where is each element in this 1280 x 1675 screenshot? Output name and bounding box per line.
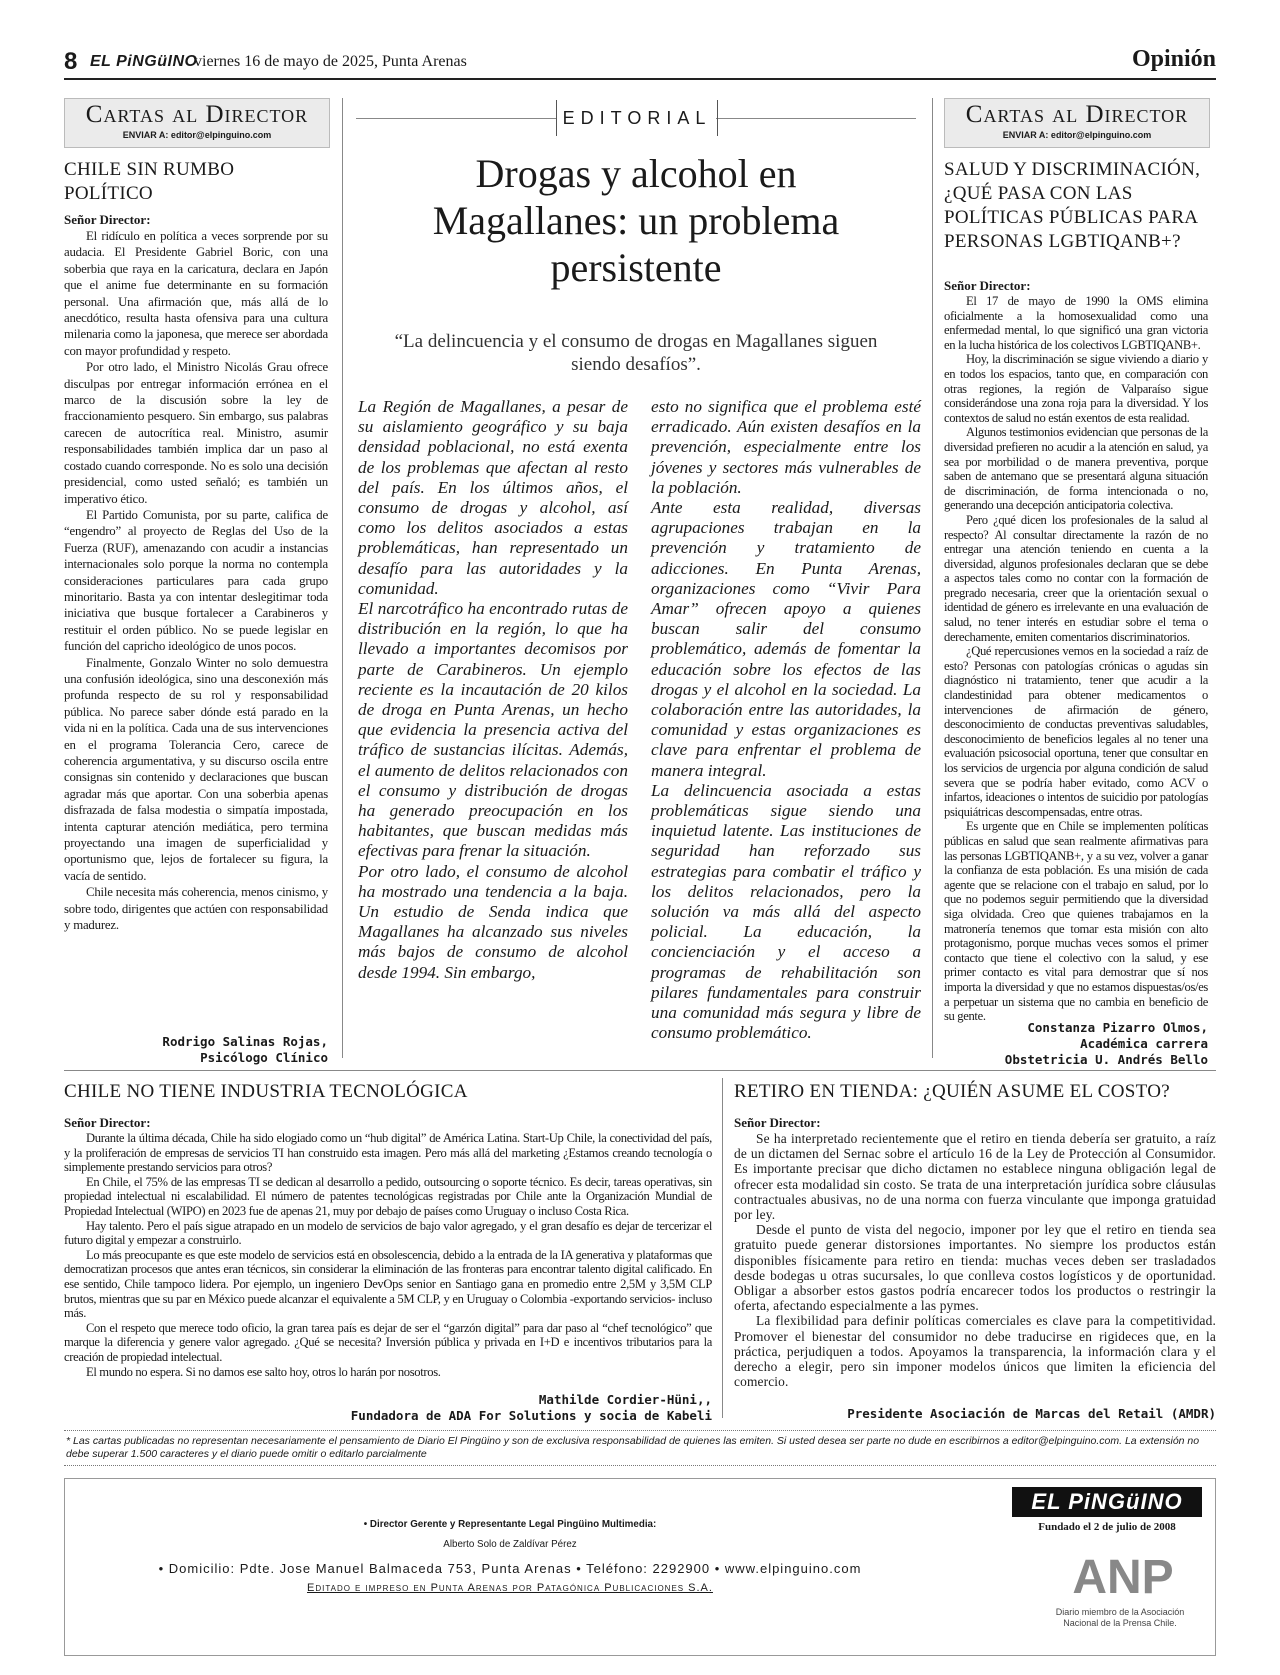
section-divider [64, 1070, 1216, 1071]
bottom-left-letter-body [64, 1131, 712, 1379]
column-divider [722, 1078, 723, 1418]
signature-line: Constanza Pizarro Olmos, [1027, 1020, 1208, 1035]
paragraph: La flexibilidad para definir políticas comerciales es clave para la competitividad. Promover el bienestar del consumidor no debe traducirse en rigideces que, en la práctica, perjudiquen a todos. Apoyamos la transparencia, la información clara y el derecho a elegir, pero sin imponer modelos únicos que limiten la eficiencia del comercio. [734, 1313, 1216, 1390]
anp-logo-icon [1073, 1537, 1173, 1603]
signature-line: Mathilde Cordier-Hüni,, [538, 1392, 712, 1407]
disclaimer: * Las cartas publicadas no representan necesariamente el pensamiento de Diario El Pingüino y son de exclusiva responsabilidad de quienes las emiten. Si usted desea ser parte no dude en escribirnos a editor@elpinguino.com. La extensión no debe superar 1.500 caracteres y el diario puede omitir o editarlo parcialmente [64, 1430, 1216, 1466]
masthead-logo: EL PiNGüINO [90, 53, 198, 70]
paragraph: El mundo no espera. Si no damos ese salto hoy, otros lo harán por nosotros. [86, 1364, 441, 1379]
footer-logo: EL PiNGüINO [1012, 1487, 1202, 1517]
bottom-right-letter-body [734, 1131, 1216, 1389]
signature-line: Rodrigo Salinas Rojas, [162, 1034, 328, 1049]
paragraph: Finalmente, Gonzalo Winter no solo demuestra una confusión ideológica, sino una desconexión más profunda respecto de su rol y responsabilidad pública. No parece saber dónde está parado en la vida ni en la política. Cada una de sus intervenciones en el programa Tolerancia Cero, carece de coherencia argumentativa, y su discurso oscila entre consignas sin contenido y declaraciones que buscan agradar más que aportar. Con una soberbia apenas disfrazada de falsa modestia o simpatía impostada, intenta capturar atención mediática, pero termina proyectando una imagen de superficialidad y oportunismo que, lejos de fortalecer su figura, la vacía de sentido. [64, 655, 328, 883]
paragraph: La delincuencia asociada a estas problemáticas sigue siendo una inquietud latente. Las instituciones de seguridad han reforzado sus estrategias para combatir el tráfico y los delitos relacionados, pero la solución va más allá del aspecto policial. La educación, la concienciación y el acceso a programas de rehabilitación son pilares fundamentales para construir una comunidad más segura y libre de consumo problemático. [651, 780, 921, 1043]
paragraph: La Región de Magallanes, a pesar de su aislamiento geográfico y su baja densidad poblacional, no está exenta de los problemas que afectan al resto del país. En los últimos años, el consumo de drogas y alcohol, así como los delitos asociados a estas problemáticas, han representado un desafío para las autoridades y la comunidad. [358, 397, 628, 598]
editorial-column-1 [358, 397, 628, 983]
footer-box [64, 1478, 1216, 1656]
signature-line: Psicólogo Clínico [200, 1050, 328, 1065]
anp-logo [1073, 1537, 1173, 1603]
paragraph: Hoy, la discriminación se sigue viviendo a diario y en todos los espacios, tanto que, en comparación con otras regiones, la región de Valparaíso sigue considerándose una zona roja para la diversidad. Y los contextos de salud no están exentos de esta realidad. [944, 352, 1208, 425]
paragraph: Con el respeto que merece todo oficio, la gran tarea país es dejar de ser el “garzón digital” para dar paso al “chef tecnológico” que marque la diferencia y genere valor agregado. ¿Qué se necesita? Inversión pública y privada en I+D e incentivos tributarios para la creación de propiedad intelectual. [64, 1320, 712, 1364]
editorial-pullquote: “La delincuencia y el consumo de drogas en Magallanes siguen siendo desafíos”. [394, 331, 878, 375]
cartas-box-email: ENVIAR A: editor@elpinguino.com [122, 130, 272, 140]
anp-logo-text: ANP [1073, 1551, 1173, 1603]
paragraph: En Chile, el 75% de las empresas TI se dedican al desarrollo a pedido, outsourcing o soporte técnico. Es decir, tareas operativas, sin propiedad intelectual ni escalabilidad. El número de patentes tecnológicas registradas por Chile ante la Organización Mundial de Propiedad Intelectual (WIPO) en 2023 fue de apenas 21, muy por debajo de países como Uruguay o incluso Costa Rica. [64, 1174, 712, 1218]
signature-line: Fundadora de ADA For Solutions y socia de Kabeli [350, 1408, 712, 1423]
anp-caption: Diario miembro de la Asociación Nacional de la Prensa Chile. [1055, 1607, 1185, 1628]
editorial-title: Drogas y alcohol en Magallanes: un problema persistente [432, 151, 840, 290]
paragraph: Pero ¿qué dicen los profesionales de la salud al respecto? Al consultar directamente la razón de no entregar una atención teniendo en cuenta a la diversidad, algunos profesionales declaran que se debe a aspectos tales como no contar con la formación de pregrado necesaria, creer que la orientación sexual o identidad de género es irrelevante en una evaluación de salud, no tener interés en estudiar sobre el tema o derechamente, emiten comentarios discriminatorios. [944, 512, 1208, 644]
bottom-left-letter-signature [64, 1392, 712, 1424]
left-letter-title: CHILE SIN RUMBO POLÍTICO [64, 159, 235, 204]
editorial-label: EDITORIAL [556, 100, 718, 136]
left-letter-salutation: Señor Director: [64, 212, 151, 227]
paragraph: Desde el punto de vista del negocio, imponer por ley que el retiro en tienda sea gratuito puede generar distorsiones importantes. No siempre los productos están disponibles físicamente para retiro en tienda: muchas veces deben ser trasladados desde bodegas u otras sucursales, lo que conlleva costos logísticos y de oportunidad. Obligar a absorber estos gastos podría encarecer todos los productos o restringir la oferta, afectando especialmente a las pymes. [734, 1222, 1216, 1314]
cartas-box-right [944, 98, 1210, 148]
right-letter-title: SALUD Y DISCRIMINACIÓN, ¿QUÉ PASA CON LAS POLÍTICAS PÚBLICAS PARA PERSONAS LGBTIQANB+? [944, 159, 1201, 252]
right-letter-salutation: Señor Director: [944, 278, 1031, 293]
footer-printed-by: Editado e impreso en Punta Arenas por Patagónica Publicaciones S.A. [307, 1582, 713, 1594]
cartas-box-title: Cartas al Director [965, 101, 1189, 128]
paragraph: Por otro lado, el Ministro Nicolás Grau ofrece disculpas por entregar información errónea en el marco de la discusión sobre la ley de fraccionamiento pesquero. Sin embargo, sus palabras carecen de autocrítica real. Ministro, asumir responsabilidades también implica dar un paso al costado cuando corresponde. No es solo una decisión presidencial, como usted señaló; es también un imperativo ético. [64, 360, 328, 506]
paragraph: Lo más preocupante es que este modelo de servicios está en obsolescencia, debido a la entrada de la IA generativa y plataformas que democratizan procesos que antes eran técnicos, sin considerar la eliminación de las fronteras para encontrar talento digital calificado. En ese sentido, Chile tampoco lidera. Por ejemplo, un ingeniero DevOps senior en Santiago gana en promedio entre 2,5M y 3,5M CLP brutos, mientras que su par en México puede alcanzar el equivalente a 5M CLP, y en Uruguay o Colombia -exportando servicios- incluso más. [64, 1247, 712, 1321]
bottom-left-letter-title: CHILE NO TIENE INDUSTRIA TECNOLÓGICA [64, 1081, 468, 1102]
right-letter-body [944, 294, 1208, 1024]
right-letter-signature [944, 1020, 1208, 1068]
paragraph: esto no significa que el problema esté erradicado. Aún existen desafíos en la prevención, especialmente entre los jóvenes y sectores más vulnerables de la población. [651, 397, 921, 497]
signature-line: Obstetricia U. Andrés Bello [1004, 1052, 1208, 1067]
cartas-box-left [64, 98, 330, 148]
editorial-rule-right [716, 118, 916, 119]
page-header [64, 48, 1216, 80]
paragraph: Algunos testimonios evidencian que personas de la diversidad prefieren no acudir a la atención en salud, ya sea por morbilidad o de manera preventiva, porque saben de antemano que se presentará alguna situación de discriminación, de forma intencionada o no, generando una decepción anticipatoria colectiva. [944, 425, 1208, 513]
signature-line: Académica carrera [1080, 1036, 1208, 1051]
paragraph: Durante la última década, Chile ha sido elogiado como un “hub digital” de América Latina. Start-Up Chile, la conectividad del país, y la proliferación de empresas de servicios TI han construido esta imagen. Pero más allá del marketing ¿Estamos creando tecnología o simplemente prestando servicios para otros? [64, 1131, 712, 1175]
footer-director-name: Alberto Solo de Zaldívar Pérez [443, 1539, 577, 1550]
paragraph: El 17 de mayo de 1990 la OMS elimina oficialmente a la homosexualidad como una enfermedad mental, lo que significó una gran victoria en la lucha histórica de los colectivos LGBTIQANB+. [944, 294, 1208, 352]
bottom-right-letter-title: RETIRO EN TIENDA: ¿QUIÉN ASUME EL COSTO? [734, 1081, 1170, 1102]
paragraph: Hay talento. Pero el país sigue atrapado en un modelo de servicios de bajo valor agregado, y el gran desafío es dejar de tercerizar el futuro digital y empezar a construirlo. [64, 1218, 712, 1248]
page-number: 8 [64, 48, 78, 75]
editorial-rule-left [356, 118, 556, 119]
left-letter-body [64, 228, 328, 933]
paragraph: Se ha interpretado recientemente que el retiro en tienda debería ser gratuito, a raíz de un dictamen del Sernac sobre el artículo 16 de la Ley de Protección al Consumidor. Es importante precisar que dicho dictamen no establece ninguna obligación legal de ofrecer esta modalidad sin costo. Se trata de una interpretación jurídica sobre cláusulas contractuales abusivas, no de una norma con fuerza vinculante que imponga gratuidad por ley. [734, 1131, 1216, 1223]
paragraph: Es urgente que en Chile se implementen políticas públicas en salud que sean realmente afirmativas para las personas LGBTIQANB+, y a su vez, volver a ganar la confianza de esta población. Es una misión de cada agente que se relacione con el trabajo en salud, por lo que no podemos seguir permitiendo que la diversidad siga olvidada. Creo que quienes trabajamos en la matronería tenemos que tomar esta misión con alto protagonismo, porque muchas veces somos el primer contacto que tiene el colectivo con la salud, y ese primer contacto es vital para demostrar que sí nos importa la diversidad y que no estamos dispuestas/os/es a perpetuar un sistema que no cambia en beneficio de su gente. [944, 819, 1208, 1024]
paragraph: Ante esta realidad, diversas agrupaciones trabajan en la prevención y tratamiento de adicciones. En Punta Arenas, organizaciones como “Vivir Para Amar” ofrecen apoyo a quienes buscan salir del consumo problemático, además de fomentar la educación sobre los efectos de las drogas y el alcohol en la sociedad. La colaboración entre las autoridades, la comunidad y estas organizaciones es clave para enfrentar el problema de manera integral. [651, 498, 921, 780]
footer-address: • Domicilio: Pdte. Jose Manuel Balmaceda 753, Punta Arenas • Teléfono: 2292900 • www.elpinguino.com [158, 1561, 862, 1576]
paragraph: El Partido Comunista, por su parte, califica de “engendro” al proyecto de Reglas del Uso de la Fuerza (RUF), amenazando con acudir a instancias internacionales solo porque la norma no contempla consideraciones particulares para cada grupo minoritario. Basta ya con intentar deslegitimar toda iniciativa que busque fortalecer a Carabineros y restituir el orden público. No se puede legislar en función del capricho ideológico de unos pocos. [64, 507, 328, 654]
cartas-box-email: ENVIAR A: editor@elpinguino.com [1002, 130, 1152, 140]
footer-founded: Fundado el 2 de julio de 2008 [1038, 1521, 1176, 1533]
paragraph: Por otro lado, el consumo de alcohol ha mostrado una tendencia a la baja. Un estudio de Senda indica que Magallanes ha alcanzado sus niveles más bajos de consumo de alcohol desde 1994. Sin embargo, [358, 861, 628, 982]
paragraph: Chile necesita más coherencia, menos cinismo, y sobre todo, dirigentes que actúen con responsabilidad y madurez. [64, 885, 328, 933]
paragraph: El narcotráfico ha encontrado rutas de distribución en la región, lo que ha llevado a importantes decomisos por parte de Carabineros. Un ejemplo reciente es la incautación de 20 kilos de droga en Punta Arenas, un hecho que evidencia la presencia activa del tráfico de sustancias ilícitas. Además, el aumento de delitos relacionados con el consumo y distribución de drogas ha generado preocupación en los habitantes, que buscan medidas más efectivas para frenar la situación. [358, 599, 628, 861]
left-letter-signature [64, 1034, 328, 1066]
section-title: Opinión [1131, 46, 1216, 72]
editorial-column-2 [651, 397, 921, 1044]
cartas-box-title: Cartas al Director [85, 101, 309, 128]
paragraph: El ridículo en política a veces sorprende por su audacia. El Presidente Gabriel Boric, con una soberbia que raya en la caricatura, declara en Japón que el anime fue determinante en su formación personal. Una afirmación que, más allá de lo anecdótico, resulta hasta ofensiva para una cultura milenaria como la japonesa, que merece ser abordada con mayor profundidad y respeto. [64, 229, 328, 358]
footer-director-label: • Director Gerente y Representante Legal Pingüino Multimedia: [363, 1519, 657, 1530]
paragraph: ¿Qué repercusiones vemos en la sociedad a raíz de esto? Personas con patologías crónicas o agudas sin diagnóstico ni tratamiento, tener que acudir a la clandestinidad para obtener medicamentos o intervenciones de afirmación de género, desconocimiento de conductas preventivas saludables, desconocimiento de beneficios legales al no tener una evaluación psicosocial oportuna, tener que consultar en los servicios de urgencia por alguna condición de salud severa que se podría haber evitado, como ACV o infartos, ideaciones o intentos de suicidio por patologías psiquiátricas descompensadas, entre otras. [944, 644, 1208, 819]
column-divider [932, 98, 933, 1058]
column-divider [342, 98, 343, 1058]
bottom-right-letter-signature [734, 1406, 1216, 1422]
signature-line: Presidente Asociación de Marcas del Retail (AMDR) [847, 1406, 1216, 1421]
dateline: viernes 16 de mayo de 2025, Punta Arenas [194, 53, 467, 70]
bottom-right-letter-salutation: Señor Director: [734, 1115, 821, 1130]
bottom-left-letter-salutation: Señor Director: [64, 1115, 151, 1130]
